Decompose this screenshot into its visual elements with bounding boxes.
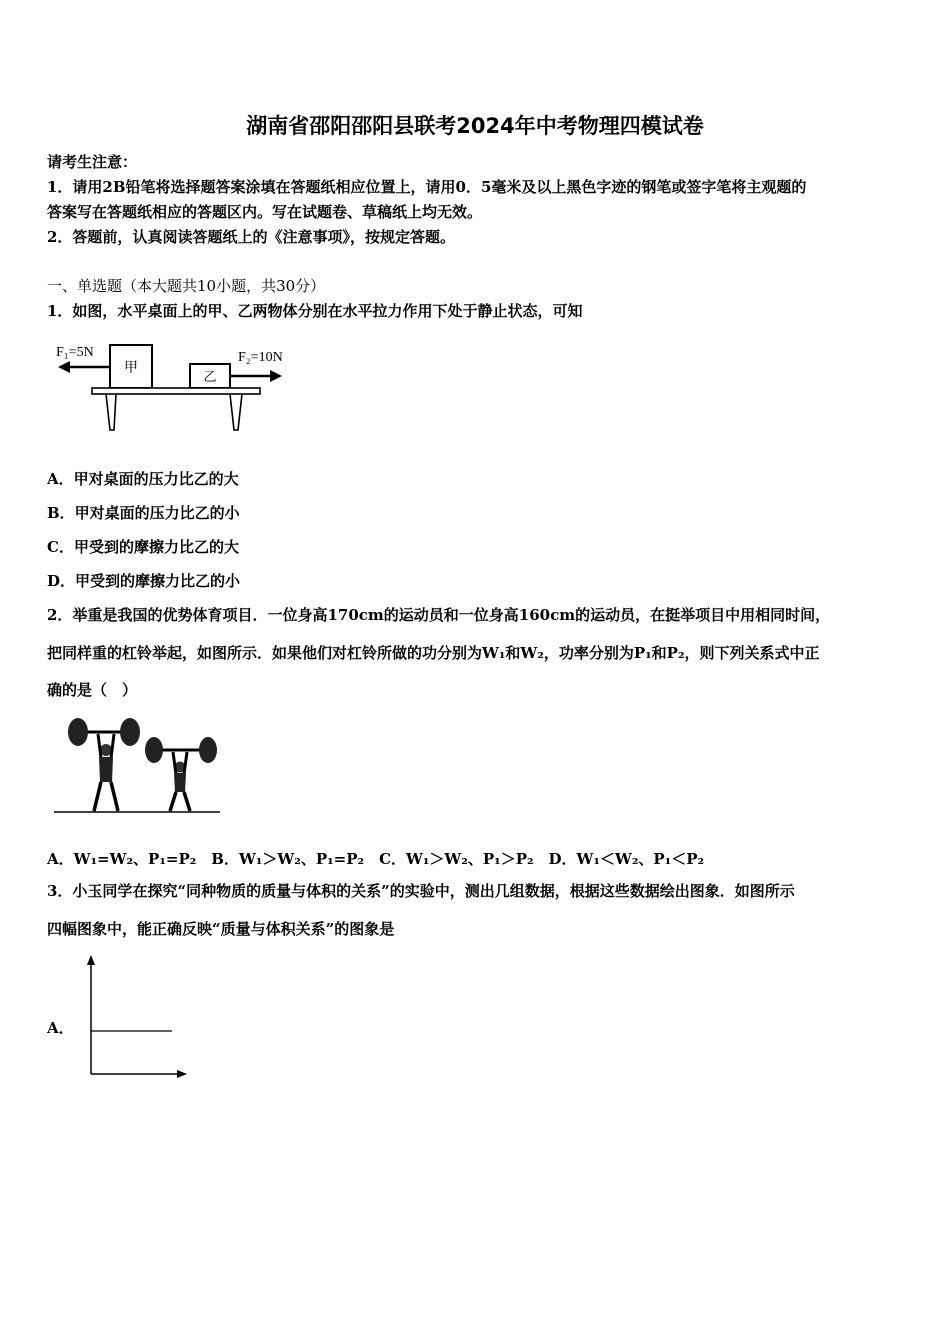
table-leg — [106, 394, 116, 430]
force-f2-label: F₂=10N — [238, 350, 283, 365]
q3-option-a: A． — [47, 1019, 74, 1037]
q1-option-a: A．甲对桌面的压力比乙的大 — [47, 470, 239, 488]
q3-option-a-graph — [82, 952, 192, 1084]
q2-line-3: 确的是（ ） — [47, 681, 138, 699]
q1-stem: 1．如图，水平桌面上的甲、乙两物体分别在水平拉力作用下处于静止状态，可知 — [47, 302, 583, 320]
q3-line-2: 四幅图象中，能正确反映“质量与体积关系”的图象是 — [47, 920, 395, 938]
block-a-label: 甲 — [124, 361, 138, 376]
notice-line-2: 2．答题前，认真阅读答题纸上的《注意事项》，按规定答题。 — [47, 228, 455, 246]
lifter-short — [145, 737, 217, 811]
notice-line-1: 1．请用2B铅笔将选择题答案涂填在答题纸相应位置上，请用0．5毫米及以上黑色字迹的钢笔或签字笔将主观题的 — [47, 178, 807, 196]
table-leg — [230, 394, 242, 430]
page-title: 湖南省邵阳邵阳县联考2024年中考物理四模试卷 — [246, 114, 704, 138]
q2-options: A．W₁=W₂、P₁=P₂ B．W₁＞W₂、P₁=P₂ C．W₁＞W₂、P₁＞P₂ D．W₁＜W₂、P₁＜P₂ — [47, 850, 705, 868]
q1-option-b: B．甲对桌面的压力比乙的小 — [47, 504, 240, 522]
force-f1-label: F₁=5N — [56, 345, 94, 360]
notice-heading: 请考生注意： — [47, 153, 138, 171]
q1-option-d: D．甲受到的摩擦力比乙的小 — [47, 572, 241, 590]
q2-line-2: 把同样重的杠铃举起，如图所示．如果他们对杠铃所做的功分别为W₁和W₂，功率分别为P₁和P₂，则下列关系式中正 — [47, 644, 820, 662]
q2-weightlifters-figure — [50, 712, 225, 817]
table-top — [92, 388, 260, 394]
arrow-left-icon — [58, 361, 70, 373]
q1-option-c: C．甲受到的摩擦力比乙的大 — [47, 538, 239, 556]
notice-line-1b: 答案写在答题纸相应的答题区内。写在试题卷、草稿纸上均无效。 — [47, 203, 483, 221]
q3-line-1: 3．小玉同学在探究“同种物质的质量与体积的关系”的实验中，测出几组数据，根据这些数据绘出图象．如图所示 — [47, 882, 795, 900]
lifter-tall — [68, 718, 140, 811]
section-heading: 一、单选题（本大题共10小题，共30分） — [47, 277, 326, 295]
block-b-label: 乙 — [203, 369, 217, 384]
q2-line-1: 2．举重是我国的优势体育项目．一位身高170cm的运动员和一位身高160cm的运动员，在挺举项目中用相同时间， — [47, 606, 831, 624]
arrow-right-icon — [270, 370, 282, 382]
q1-table-figure — [50, 340, 310, 435]
arrow-right-icon — [177, 1070, 187, 1078]
arrow-up-icon — [87, 955, 95, 965]
